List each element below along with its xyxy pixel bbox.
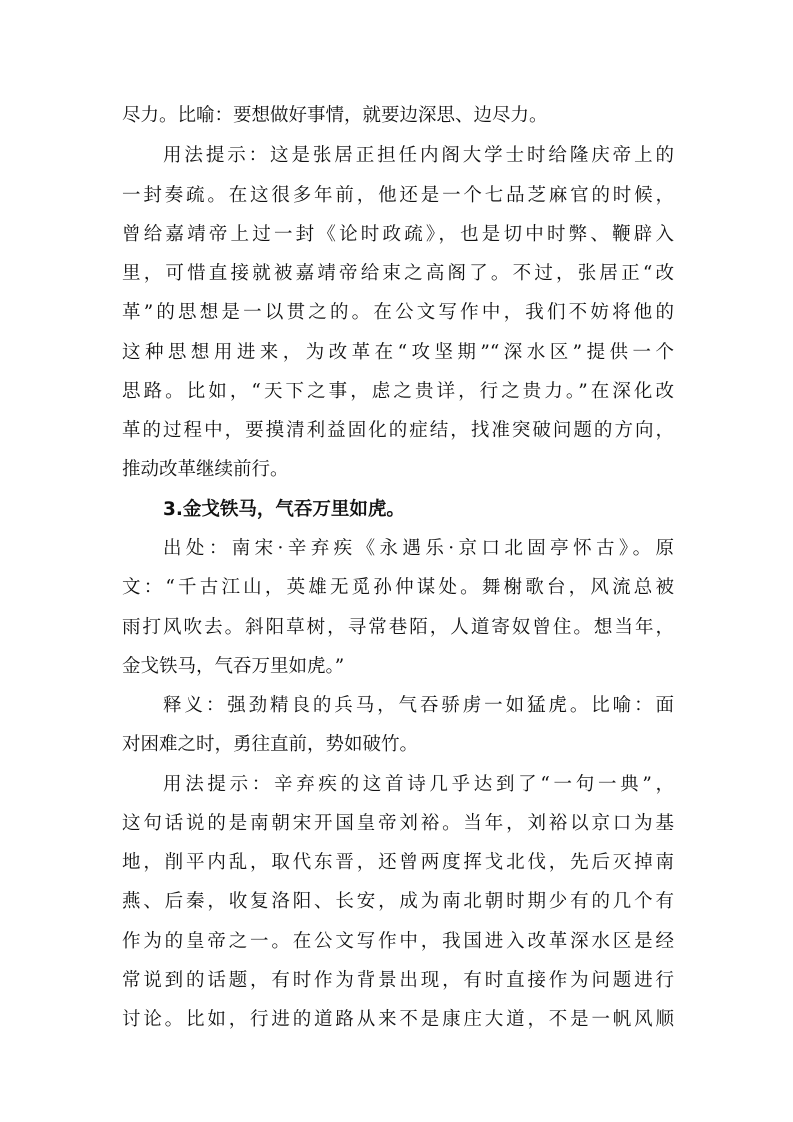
text-line: 释义：强劲精良的兵马，气吞骄虏一如猛虎。比喻：面	[163, 695, 674, 716]
text-line: 地，削平内乱，取代东晋，还曾两度挥戈北伐，先后灭掉南	[122, 852, 674, 873]
text-line: 里，可惜直接就被嘉靖帝给束之高阁了。不过，张居正“改	[122, 263, 674, 284]
text-line: 雨打风吹去。斜阳草树，寻常巷陌，人道寄奴曾住。想当年，	[122, 617, 674, 638]
text-line: 革”的思想是一以贯之的。在公文写作中，我们不妨将他的	[122, 302, 674, 323]
text-line: 用法提示：辛弃疾的这首诗几乎达到了“一句一典”，	[163, 774, 674, 795]
text-line: 常说到的话题，有时作为背景出现，有时直接作为问题进行	[122, 970, 674, 991]
text-line: 这种思想用进来，为改革在“攻坚期”“深水区”提供一个	[122, 342, 674, 363]
text-line: 用法提示：这是张居正担任内阁大学士时给隆庆帝上的	[163, 145, 674, 166]
section-heading: 3.金戈铁马，气吞万里如虎。	[163, 499, 405, 520]
text-line: 一封奏疏。在这很多年前，他还是一个七品芝麻官的时候，	[122, 185, 674, 206]
text-line: 尽力。比喻：要想做好事情，就要边深思、边尽力。	[122, 105, 548, 126]
text-line: 燕、后秦，收复洛阳、长安，成为南北朝时期少有的几个有	[122, 891, 674, 912]
text-line: 讨论。比如，行进的道路从来不是康庄大道，不是一帆风顺	[122, 1009, 674, 1030]
text-line: 出处：南宋·辛弃疾《永遇乐·京口北固亭怀古》。原	[163, 538, 674, 559]
text-line: 革的过程中，要摸清利益固化的症结，找准突破问题的方向，	[122, 420, 674, 441]
text-line: 对困难之时，勇往直前，势如破竹。	[122, 734, 419, 755]
text-line: 推动改革继续前行。	[122, 459, 289, 480]
text-line: 思路。比如，“天下之事，虑之贵详，行之贵力。”在深化改	[122, 381, 674, 402]
text-line: 这句话说的是南朝宋开国皇帝刘裕。当年，刘裕以京口为基	[122, 813, 674, 834]
text-line: 作为的皇帝之一。在公文写作中，我国进入改革深水区是经	[122, 931, 674, 952]
text-line: 曾给嘉靖帝上过一封《论时政疏》，也是切中时弊、鞭辟入	[122, 224, 674, 245]
text-line: 金戈铁马，气吞万里如虎。”	[122, 656, 345, 677]
text-line: 文：“千古江山，英雄无觅孙仲谋处。舞榭歌台，风流总被	[122, 577, 674, 598]
